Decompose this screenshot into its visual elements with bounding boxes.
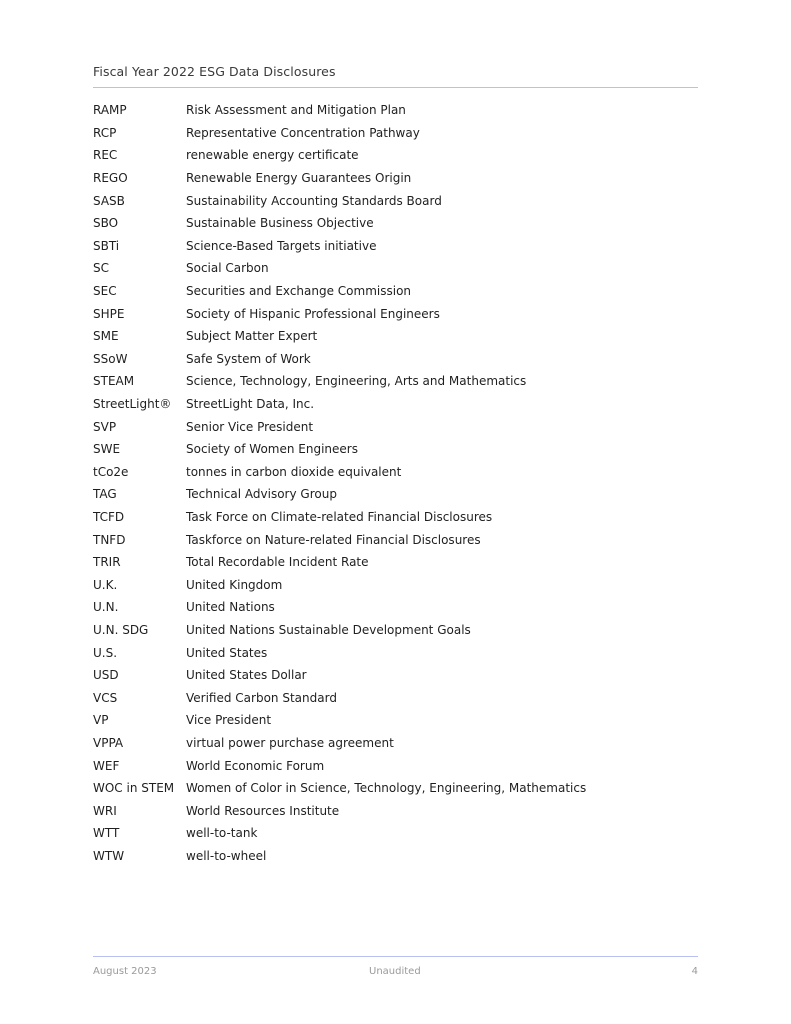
glossary-definition: Verified Carbon Standard <box>186 690 337 705</box>
glossary-row <box>93 799 698 822</box>
glossary-definition: Taskforce on Nature-related Financial Disclosures <box>186 532 481 547</box>
glossary-abbreviation: TCFD <box>93 509 125 524</box>
glossary-definition: Sustainable Business Objective <box>186 216 374 231</box>
glossary-definition: United States <box>186 645 268 660</box>
glossary-abbreviation: StreetLight® <box>93 397 172 412</box>
glossary-abbreviation: TRIR <box>93 555 121 570</box>
glossary-row <box>93 189 698 212</box>
glossary-row <box>93 619 698 642</box>
glossary-abbreviation: WTT <box>93 826 120 841</box>
glossary-row <box>93 641 698 664</box>
footer-status: Unaudited <box>369 966 421 977</box>
glossary-abbreviation: SBO <box>93 216 119 231</box>
glossary-definition: Safe System of Work <box>186 351 311 366</box>
glossary-abbreviation: WTW <box>93 848 125 863</box>
glossary-abbreviation: TAG <box>93 487 117 502</box>
glossary-abbreviation: TNFD <box>93 532 126 547</box>
glossary-abbreviation: SEC <box>93 284 117 299</box>
footer-page-number: 4 <box>691 966 698 977</box>
glossary-row <box>93 370 698 393</box>
glossary-definition: well-to-tank <box>186 826 258 841</box>
glossary-definition: renewable energy certificate <box>186 148 359 163</box>
glossary-abbreviation: tCo2e <box>93 464 129 479</box>
glossary-abbreviation: VPPA <box>93 735 124 750</box>
glossary-abbreviation: WEF <box>93 758 120 773</box>
glossary-row <box>93 144 698 167</box>
glossary-abbreviation: SSoW <box>93 351 128 366</box>
glossary-definition: virtual power purchase agreement <box>186 735 394 750</box>
glossary-definition: Total Recordable Incident Rate <box>186 555 369 570</box>
glossary-definition: Vice President <box>186 713 272 728</box>
glossary-abbreviation: U.N. <box>93 600 119 615</box>
header-divider <box>93 87 698 88</box>
glossary-row <box>93 551 698 574</box>
glossary-abbreviation: VCS <box>93 690 118 705</box>
glossary-definition: StreetLight Data, Inc. <box>186 397 315 412</box>
glossary-definition: United Nations <box>186 600 275 615</box>
footer-date: August 2023 <box>93 966 157 977</box>
glossary-row <box>93 573 698 596</box>
glossary-definition: Science, Technology, Engineering, Arts and Mathematics <box>186 374 527 389</box>
glossary-abbreviation: REGO <box>93 171 128 186</box>
glossary-definition: tonnes in carbon dioxide equivalent <box>186 464 402 479</box>
page-header-title: Fiscal Year 2022 ESG Data Disclosures <box>93 64 336 79</box>
glossary-definition: Science-Based Targets initiative <box>186 238 377 253</box>
glossary-definition: Society of Hispanic Professional Engineers <box>186 306 440 321</box>
glossary-definition: Renewable Energy Guarantees Origin <box>186 171 412 186</box>
glossary-row <box>93 348 698 371</box>
glossary-abbreviation: U.N. SDG <box>93 622 149 637</box>
glossary-definition: United Kingdom <box>186 577 283 592</box>
glossary-row <box>93 845 698 868</box>
glossary-row <box>93 732 698 755</box>
glossary-abbreviation: SVP <box>93 419 117 434</box>
glossary-definition: Social Carbon <box>186 261 269 276</box>
glossary-row <box>93 99 698 122</box>
glossary-definition: well-to-wheel <box>186 848 267 863</box>
glossary-abbreviation: REC <box>93 148 118 163</box>
glossary-row <box>93 664 698 687</box>
glossary-row <box>93 596 698 619</box>
glossary-abbreviation: USD <box>93 668 119 683</box>
glossary-row <box>93 167 698 190</box>
glossary-abbreviation: SME <box>93 329 119 344</box>
glossary-row <box>93 709 698 732</box>
glossary-row <box>93 257 698 280</box>
glossary-definition: Technical Advisory Group <box>186 487 337 502</box>
glossary-row <box>93 122 698 145</box>
glossary-definition: Subject Matter Expert <box>186 329 318 344</box>
glossary-definition: United Nations Sustainable Development Goals <box>186 622 471 637</box>
glossary-row <box>93 280 698 303</box>
glossary-abbreviation: WOC in STEM <box>93 781 175 796</box>
glossary-list <box>93 99 698 867</box>
glossary-row <box>93 528 698 551</box>
glossary-abbreviation: SC <box>93 261 109 276</box>
glossary-definition: Sustainability Accounting Standards Board <box>186 193 442 208</box>
glossary-abbreviation: U.K. <box>93 577 118 592</box>
glossary-definition: World Resources Institute <box>186 803 340 818</box>
glossary-definition: World Economic Forum <box>186 758 325 773</box>
glossary-row <box>93 777 698 800</box>
glossary-abbreviation: SBTi <box>93 238 120 253</box>
glossary-row <box>93 506 698 529</box>
glossary-row <box>93 483 698 506</box>
glossary-definition: Securities and Exchange Commission <box>186 284 412 299</box>
footer-divider <box>93 956 698 957</box>
glossary-row <box>93 302 698 325</box>
glossary-definition: Women of Color in Science, Technology, Engineering, Mathematics <box>186 781 587 796</box>
glossary-row <box>93 686 698 709</box>
glossary-row <box>93 754 698 777</box>
glossary-definition: Society of Women Engineers <box>186 442 358 457</box>
glossary-abbreviation: SWE <box>93 442 121 457</box>
glossary-row <box>93 325 698 348</box>
glossary-definition: Representative Concentration Pathway <box>186 125 420 140</box>
glossary-row <box>93 822 698 845</box>
glossary-abbreviation: SASB <box>93 193 125 208</box>
glossary-row <box>93 415 698 438</box>
glossary-row <box>93 393 698 416</box>
glossary-row <box>93 461 698 484</box>
glossary-abbreviation: STEAM <box>93 374 135 389</box>
glossary-definition: Risk Assessment and Mitigation Plan <box>186 103 406 118</box>
glossary-row <box>93 438 698 461</box>
glossary-abbreviation: SHPE <box>93 306 125 321</box>
glossary-definition: United States Dollar <box>186 668 307 683</box>
glossary-definition: Senior Vice President <box>186 419 314 434</box>
glossary-row <box>93 212 698 235</box>
glossary-row <box>93 235 698 258</box>
glossary-abbreviation: VP <box>93 713 109 728</box>
glossary-abbreviation: RAMP <box>93 103 127 118</box>
glossary-definition: Task Force on Climate-related Financial Disclosures <box>186 509 493 524</box>
glossary-abbreviation: RCP <box>93 125 117 140</box>
glossary-abbreviation: WRI <box>93 803 117 818</box>
glossary-abbreviation: U.S. <box>93 645 118 660</box>
